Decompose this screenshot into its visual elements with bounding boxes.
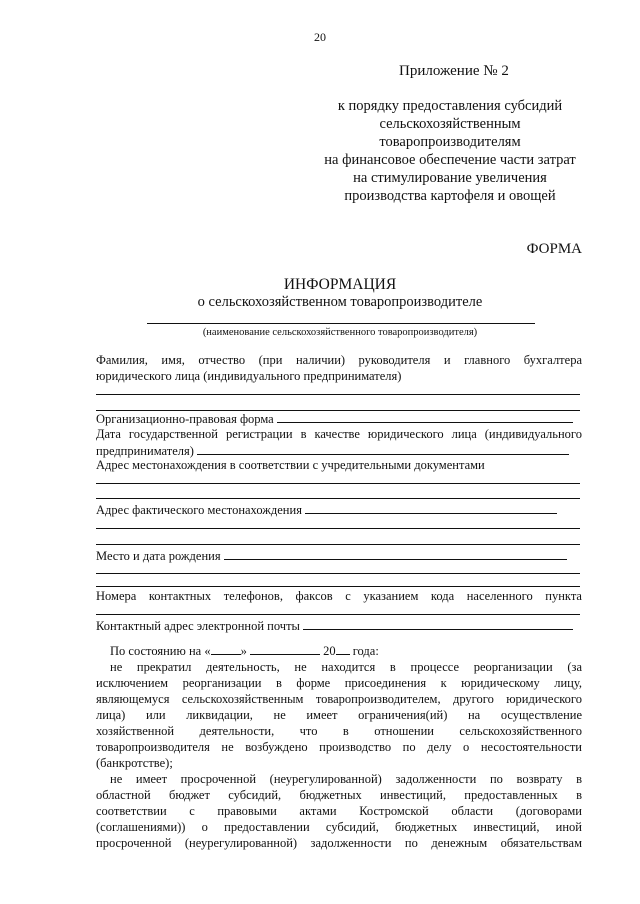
appendix-subtitle-line: товаропроизводителям	[379, 134, 521, 150]
actual-address-label: Адрес фактического местонахождения	[96, 501, 557, 518]
statement-line: соответствии с правовыми актами Костромской области (договорами	[96, 804, 582, 818]
actual-address-line[interactable]	[96, 528, 580, 529]
statement-line: просроченной (неурегулированной) задолженности по денежным обязательствам	[96, 836, 582, 850]
statement-line: хозяйственной деятельности, что в отношении сельскохозяйственного	[96, 724, 582, 738]
appendix-title: Приложение № 2	[399, 63, 509, 79]
statement-line: (банкротстве);	[96, 756, 173, 770]
legal-form-label: Организационно-правовая форма	[96, 410, 573, 427]
as-of-year-line[interactable]	[336, 642, 350, 655]
legal-address-line[interactable]	[96, 483, 580, 484]
birth-line[interactable]	[96, 586, 580, 587]
appendix-subtitle-line: на финансовое обеспечение части затрат	[324, 152, 576, 168]
head-persons-label-cont: юридического лица (индивидуального предпринимателя)	[96, 369, 402, 383]
legal-address-line[interactable]	[96, 498, 580, 499]
registration-label: Дата государственной регистрации в качестве юридического лица (индивидуального	[96, 427, 582, 441]
registration-label-cont: предпринимателя)	[96, 442, 569, 459]
statement-line: областной бюджет субсидий, бюджетных инвестиций, предоставленных в	[96, 788, 582, 802]
phones-label: Номера контактных телефонов, факсов с указанием кода населенного пункта	[96, 589, 582, 603]
form-label: ФОРМА	[526, 241, 582, 257]
actual-address-line[interactable]	[96, 544, 580, 545]
birth-line[interactable]	[224, 547, 567, 560]
info-title: ИНФОРМАЦИЯ	[283, 276, 397, 293]
appendix-subtitle-line: к порядку предоставления субсидий	[337, 98, 563, 114]
statement-line: не имеет просроченной (неурегулированной) задолженности по возврату в	[110, 772, 582, 786]
as-of-date: По состоянию на « » 20 года:	[110, 644, 379, 658]
statement-line: товаропроизводителя не возбуждено производство по делу о несостоятельности	[96, 740, 582, 754]
statement-line: (соглашениями)) о предоставлении субсидий, бюджетных инвестиций, иной	[96, 820, 582, 834]
phones-line[interactable]	[96, 614, 580, 615]
statement-line: не прекратил деятельность, не находится в процессе реорганизации (за	[110, 660, 582, 674]
as-of-month-line[interactable]	[250, 642, 320, 655]
head-persons-label: Фамилия, имя, отчество (при наличии) руководителя и главного бухгалтера	[96, 353, 582, 367]
as-of-day-line[interactable]	[211, 642, 241, 655]
legal-form-line[interactable]	[277, 410, 573, 423]
statement-line: исключением реорганизации в форме присоединения к юридическому лицу,	[96, 676, 582, 690]
head-persons-line[interactable]	[96, 394, 580, 395]
birth-line[interactable]	[96, 573, 580, 574]
birth-label: Место и дата рождения	[96, 547, 567, 564]
info-subtitle: о сельскохозяйственном товаропроизводителе	[197, 294, 483, 310]
email-label: Контактный адрес электронной почты	[96, 617, 573, 634]
statement-line: лица) или ликвидации, не имеет ограничения(ий) на осуществление	[96, 708, 582, 722]
appendix-subtitle-line: на стимулирование увеличения	[353, 170, 547, 186]
appendix-subtitle-line: производства картофеля и овощей	[344, 188, 556, 204]
statement-line: являющемуся сельскохозяйственным товаропроизводителем, другого юридического	[96, 692, 582, 706]
page-number: 20	[314, 30, 326, 44]
legal-address-label: Адрес местонахождения в соответствии с учредительными документами	[96, 458, 485, 472]
actual-address-line[interactable]	[305, 501, 557, 514]
producer-name-caption: (наименование сельскохозяйственного товаропроизводителя)	[202, 327, 478, 338]
appendix-subtitle-line: сельскохозяйственным	[379, 116, 521, 132]
producer-name-line[interactable]	[147, 323, 535, 324]
email-line[interactable]	[303, 617, 573, 630]
registration-line[interactable]	[197, 442, 569, 455]
